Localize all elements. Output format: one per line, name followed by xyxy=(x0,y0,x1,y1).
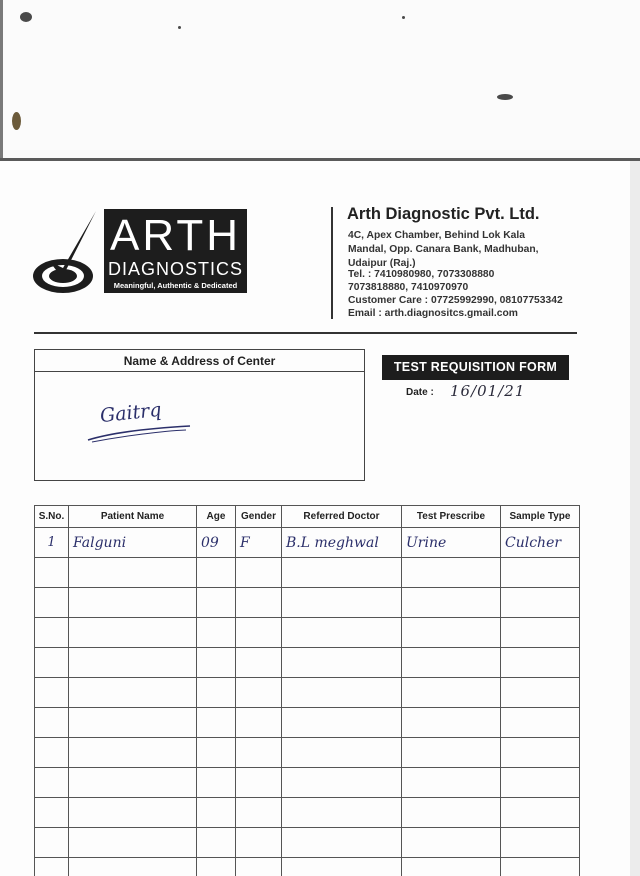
cell-age xyxy=(197,858,236,876)
col-header-referred-doctor: Referred Doctor xyxy=(282,506,402,528)
cell-gender xyxy=(236,798,282,828)
cell-age xyxy=(197,618,236,648)
cell-age xyxy=(197,678,236,708)
cell-sno xyxy=(35,708,69,738)
cell-sample-type xyxy=(501,798,580,828)
cell-referred-doctor xyxy=(282,738,402,768)
cell-referred-doctor xyxy=(282,828,402,858)
cell-sample-type xyxy=(501,588,580,618)
header-rule xyxy=(34,332,577,334)
table-row xyxy=(35,708,580,738)
cell-sno xyxy=(35,558,69,588)
cell-patient-name xyxy=(69,768,197,798)
cell-gender xyxy=(236,558,282,588)
cell-sno: 1 xyxy=(35,528,69,558)
cell-age xyxy=(197,588,236,618)
date-value: 16/01/21 xyxy=(450,382,526,400)
cell-sample-type xyxy=(501,648,580,678)
cell-gender: F xyxy=(236,528,282,558)
table-row xyxy=(35,528,580,558)
cell-sno xyxy=(35,858,69,876)
brand-logo xyxy=(104,209,247,293)
cell-gender xyxy=(236,678,282,708)
cell-age xyxy=(197,708,236,738)
cell-patient-name xyxy=(69,708,197,738)
table-row xyxy=(35,588,580,618)
cell-sample-type xyxy=(501,738,580,768)
col-header-age: Age xyxy=(197,506,236,528)
company-phone-line: 7073818880, 7410970970 xyxy=(348,282,469,293)
cell-patient-name xyxy=(69,678,197,708)
center-address-box xyxy=(34,349,365,481)
patient-table xyxy=(34,505,580,876)
cell-age xyxy=(197,798,236,828)
cell-sno xyxy=(35,588,69,618)
cell-sno xyxy=(35,618,69,648)
date-label: Date : xyxy=(406,387,434,398)
cell-sample-type xyxy=(501,678,580,708)
col-header-test-prescribe: Test Prescribe xyxy=(402,506,501,528)
cell-age xyxy=(197,648,236,678)
cell-age: 09 xyxy=(197,528,236,558)
cell-patient-name xyxy=(69,828,197,858)
cell-referred-doctor xyxy=(282,678,402,708)
cell-test-prescribe xyxy=(402,678,501,708)
cell-gender xyxy=(236,768,282,798)
table-row xyxy=(35,738,580,768)
cell-sample-type: Culcher xyxy=(501,528,580,558)
cell-age xyxy=(197,738,236,768)
company-email: Email : arth.diagnositcs.gmail.com xyxy=(348,308,518,319)
signature-underline xyxy=(84,418,194,444)
cell-referred-doctor xyxy=(282,588,402,618)
cell-referred-doctor xyxy=(282,858,402,876)
logo-sub-brand-text: DIAGNOSTICS xyxy=(107,259,243,279)
cell-sample-type xyxy=(501,618,580,648)
table-row xyxy=(35,648,580,678)
cell-gender xyxy=(236,708,282,738)
cell-test-prescribe xyxy=(402,858,501,876)
cell-referred-doctor xyxy=(282,768,402,798)
cell-sample-type xyxy=(501,768,580,798)
col-header-sample-type: Sample Type xyxy=(501,506,580,528)
cell-sno xyxy=(35,798,69,828)
company-address-line: Udaipur (Raj.) xyxy=(348,258,416,269)
paper-shadow xyxy=(630,161,640,876)
target-arrow-logo-icon xyxy=(30,208,102,296)
cell-age xyxy=(197,768,236,798)
cell-gender xyxy=(236,858,282,876)
scanner-background xyxy=(0,0,640,160)
cell-sample-type xyxy=(501,708,580,738)
cell-sample-type xyxy=(501,828,580,858)
col-header-gender: Gender xyxy=(236,506,282,528)
scanner-edge xyxy=(0,0,3,160)
company-customer-care: Customer Care : 07725992990, 08107753342 xyxy=(348,295,563,306)
cell-age xyxy=(197,828,236,858)
cell-referred-doctor xyxy=(282,618,402,648)
cell-sno xyxy=(35,738,69,768)
table-row xyxy=(35,558,580,588)
col-header-patient-name: Patient Name xyxy=(69,506,197,528)
cell-patient-name xyxy=(69,558,197,588)
center-box-heading: Name & Address of Center xyxy=(35,350,364,372)
cell-referred-doctor xyxy=(282,708,402,738)
cell-sno xyxy=(35,648,69,678)
table-row xyxy=(35,858,580,876)
cell-sample-type xyxy=(501,558,580,588)
cell-test-prescribe xyxy=(402,648,501,678)
cell-referred-doctor xyxy=(282,798,402,828)
cell-test-prescribe xyxy=(402,768,501,798)
table-body xyxy=(35,528,580,876)
company-address-line: Mandal, Opp. Canara Bank, Madhuban, xyxy=(348,244,539,255)
cell-sno xyxy=(35,678,69,708)
cell-age xyxy=(197,558,236,588)
scan-smudge xyxy=(402,16,405,19)
cell-test-prescribe: Urine xyxy=(402,528,501,558)
cell-gender xyxy=(236,618,282,648)
cell-test-prescribe xyxy=(402,588,501,618)
cell-gender xyxy=(236,738,282,768)
form-title: TEST REQUISITION FORM xyxy=(382,355,569,380)
cell-patient-name xyxy=(69,738,197,768)
cell-referred-doctor: B.L meghwal xyxy=(282,528,402,558)
header-divider xyxy=(331,207,333,319)
cell-patient-name xyxy=(69,798,197,828)
table-row xyxy=(35,678,580,708)
cell-patient-name xyxy=(69,588,197,618)
cell-test-prescribe xyxy=(402,618,501,648)
cell-test-prescribe xyxy=(402,558,501,588)
scan-smudge xyxy=(497,94,513,100)
logo-brand-text: ARTH xyxy=(110,211,241,260)
scan-smudge xyxy=(12,112,21,130)
company-address-line: 4C, Apex Chamber, Behind Lok Kala xyxy=(348,230,525,241)
cell-test-prescribe xyxy=(402,828,501,858)
cell-gender xyxy=(236,588,282,618)
cell-test-prescribe xyxy=(402,738,501,768)
cell-test-prescribe xyxy=(402,708,501,738)
table-row xyxy=(35,828,580,858)
table-row xyxy=(35,798,580,828)
company-phone-line: Tel. : 7410980980, 7073308880 xyxy=(348,269,495,280)
cell-referred-doctor xyxy=(282,558,402,588)
cell-referred-doctor xyxy=(282,648,402,678)
cell-patient-name xyxy=(69,618,197,648)
cell-patient-name xyxy=(69,858,197,876)
scan-smudge xyxy=(20,12,32,22)
cell-sno xyxy=(35,828,69,858)
table-header-row xyxy=(35,506,580,528)
center-name-handwriting: Gaitrq xyxy=(99,398,163,428)
cell-sample-type xyxy=(501,858,580,876)
cell-patient-name: Falguni xyxy=(69,528,197,558)
cell-patient-name xyxy=(69,648,197,678)
cell-gender xyxy=(236,648,282,678)
scan-smudge xyxy=(178,26,181,29)
table-row xyxy=(35,768,580,798)
cell-test-prescribe xyxy=(402,798,501,828)
cell-gender xyxy=(236,828,282,858)
company-name: Arth Diagnostic Pvt. Ltd. xyxy=(347,205,540,223)
table-row xyxy=(35,618,580,648)
cell-sno xyxy=(35,768,69,798)
col-header-sno: S.No. xyxy=(35,506,69,528)
logo-tagline: Meaningful, Authentic & Dedicated xyxy=(113,281,238,290)
